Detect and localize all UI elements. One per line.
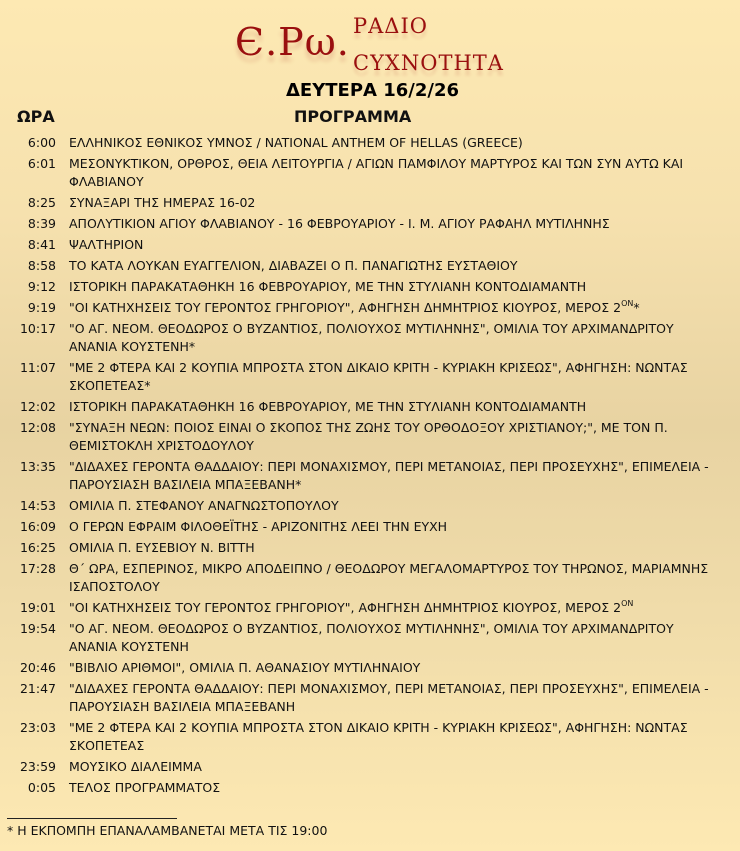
schedule-program	[69, 257, 719, 275]
schedule-program	[69, 320, 719, 356]
schedule-time: 19:54	[19, 621, 56, 636]
schedule-row	[0, 359, 740, 395]
schedule-row	[0, 134, 740, 152]
program-title: ΟΜΙΛΙΑ Π. ΣΤΕΦΑΝΟΥ ΑΝΑΓΝΩΣΤΟΠΟΥΛΟΥ	[69, 498, 339, 513]
footnote-divider	[7, 818, 177, 819]
schedule-time: 8:25	[27, 195, 56, 210]
schedule-time: 6:01	[27, 156, 56, 171]
schedule-time: 14:53	[19, 498, 56, 513]
schedule-time: 20:46	[19, 660, 56, 675]
schedule-row	[0, 398, 740, 416]
schedule-row	[0, 194, 740, 212]
column-header-time: ΩΡΑ	[17, 107, 55, 126]
schedule-program	[69, 680, 719, 716]
program-title: ΣΥΝΑΞΑΡΙ ΤΗΣ ΗΜΕΡΑΣ 16-02	[69, 195, 256, 210]
ordinal-suffix: ON	[621, 599, 634, 608]
schedule-program	[69, 560, 719, 596]
program-title: ΜΟΥΣΙΚΟ ΔΙΑΛΕΙΜΜΑ	[69, 759, 202, 774]
schedule-time: 8:39	[27, 216, 56, 231]
schedule-time: 23:03	[19, 720, 56, 735]
page-title: ΔΕΥΤΕΡΑ 16/2/26	[286, 80, 459, 101]
schedule-row	[0, 320, 740, 356]
schedule-time: 12:02	[19, 399, 56, 414]
schedule-program	[69, 359, 719, 395]
program-title: "Ο ΑΓ. ΝΕΟΜ. ΘΕΟΔΩΡΟΣ Ο ΒΥΖΑΝΤΙΟΣ, ΠΟΛΙΟΥΧΟΣ ΜΥΤΙΛΗΝΗΣ", ΟΜΙΛΙΑ ΤΟΥ ΑΡΧΙΜΑΝΔΡΙΤΟΥ ΑΝΑΝΙΑ ΚΟΥΣΤΕΝΗ*	[69, 321, 674, 354]
schedule-program	[69, 758, 719, 776]
repeat-marker: *	[633, 300, 640, 315]
program-title: "ΟΙ ΚΑΤΗΧΗΣΕΙΣ ΤΟΥ ΓΕΡΟΝΤΟΣ ΓΡΗΓΟΡΙΟΥ", ΑΦΗΓΗΣΗ ΔΗΜΗΤΡΙΟΣ ΚΙΟΥΡΟΣ, ΜΕΡΟΣ 2	[69, 600, 622, 615]
schedule-program	[69, 659, 719, 677]
schedule-time: 12:08	[19, 420, 56, 435]
schedule-row	[0, 599, 740, 617]
schedule-row	[0, 257, 740, 275]
program-title: ΤΟ ΚΑΤΑ ΛΟΥΚΑΝ ΕΥΑΓΓΕΛΙΟΝ, ΔΙΑΒΑΖΕΙ Ο Π. ΠΑΝΑΓΙΩΤΗΣ ΕΥΣΤΑΘΙΟΥ	[69, 258, 518, 273]
schedule-program	[69, 719, 719, 755]
schedule-row	[0, 659, 740, 677]
schedule-program	[69, 779, 719, 797]
program-title: "ΣΥΝΑΞΗ ΝΕΩΝ: ΠΟΙΟΣ ΕΙΝΑΙ Ο ΣΚΟΠΟΣ ΤΗΣ ΖΩΗΣ ΤΟΥ ΟΡΘΟΔΟΞΟΥ ΧΡΙΣΤΙΑΝΟΥ;", ΜΕ ΤΟΝ Π. ΘΕΜΙΣΤΟΚΛΗ ΧΡΙΣΤΟΔΟΥΛΟΥ	[69, 420, 668, 453]
schedule-program	[69, 539, 719, 557]
schedule-program	[69, 458, 719, 494]
schedule-row	[0, 215, 740, 233]
program-title: ΑΠΟΛΥΤΙΚΙΟΝ ΑΓΙΟΥ ΦΛΑΒΙΑΝΟΥ - 16 ΦΕΒΡΟΥΑΡΙΟΥ - Ι. Μ. ΑΓΙΟΥ ΡΑΦΑΗΛ ΜΥΤΙΛΗΝΗΣ	[69, 216, 610, 231]
schedule-program	[69, 620, 719, 656]
program-title: ΜΕΣΟΝΥΚΤΙΚΟΝ, ΟΡΘΡΟΣ, ΘΕΙΑ ΛΕΙΤΟΥΡΓΙΑ / ΑΓΙΩΝ ΠΑΜΦΙΛΟΥ ΜΑΡΤΥΡΟΣ ΚΑΙ ΤΩΝ ΣΥΝ ΑΥΤΩ ΚΑΙ ΦΛΑΒΙΑΝΟΥ	[69, 156, 684, 189]
program-title: "ΔΙΔΑΧΕΣ ΓΕΡΟΝΤΑ ΘΑΔΔΑΙΟΥ: ΠΕΡΙ ΜΟΝΑΧΙΣΜΟΥ, ΠΕΡΙ ΜΕΤΑΝΟΙΑΣ, ΠΕΡΙ ΠΡΟΣΕΥΧΗΣ", ΕΠΙΜΕΛΕΙΑ - ΠΑΡΟΥΣΙΑΣΗ ΒΑΣΙΛΕΙΑ ΜΠΑΞΕΒΑΝΗ*	[69, 459, 709, 492]
schedule-row	[0, 155, 740, 191]
schedule-time: 19:01	[19, 600, 56, 615]
schedule-program	[69, 419, 719, 455]
program-title: "ΒΙΒΛΙΟ ΑΡΙΘΜΟΙ", ΟΜΙΛΙΑ Π. ΑΘΑΝΑΣΙΟΥ ΜΥΤΙΛΗΝΑΙΟΥ	[69, 660, 421, 675]
schedule-time: 9:19	[27, 300, 56, 315]
schedule-row	[0, 620, 740, 656]
schedule-row	[0, 497, 740, 515]
schedule-time: 9:12	[27, 279, 56, 294]
schedule-row	[0, 560, 740, 596]
schedule-row	[0, 458, 740, 494]
schedule-program	[69, 278, 719, 296]
program-title: "ΜΕ 2 ΦΤΕΡΑ ΚΑΙ 2 ΚΟΥΠΙΑ ΜΠΡΟΣΤΑ ΣΤΟΝ ΔΙΚΑΙΟ ΚΡΙΤΗ - ΚΥΡΙΑΚΗ ΚΡΙΣΕΩΣ", ΑΦΗΓΗΣΗ: ΝΩΝΤΑΣ ΣΚΟΠΕΤΕΑΣ	[69, 720, 688, 753]
program-title: "ΜΕ 2 ΦΤΕΡΑ ΚΑΙ 2 ΚΟΥΠΙΑ ΜΠΡΟΣΤΑ ΣΤΟΝ ΔΙΚΑΙΟ ΚΡΙΤΗ - ΚΥΡΙΑΚΗ ΚΡΙΣΕΩΣ", ΑΦΗΓΗΣΗ: ΝΩΝΤΑΣ ΣΚΟΠΕΤΕΑΣ*	[69, 360, 688, 393]
schedule-row	[0, 719, 740, 755]
schedule-program	[69, 194, 719, 212]
schedule-row	[0, 779, 740, 797]
schedule-program	[69, 236, 719, 254]
schedule-list	[0, 134, 740, 800]
station-logo	[235, 6, 505, 76]
logo-word-frequency: ϹΥΧΝΟΤΗΤΑ	[353, 51, 504, 75]
program-title: "Ο ΑΓ. ΝΕΟΜ. ΘΕΟΔΩΡΟΣ Ο ΒΥΖΑΝΤΙΟΣ, ΠΟΛΙΟΥΧΟΣ ΜΥΤΙΛΗΝΗΣ", ΟΜΙΛΙΑ ΤΟΥ ΑΡΧΙΜΑΝΔΡΙΤΟΥ ΑΝΑΝΙΑ ΚΟΥΣΤΕΝΗ	[69, 621, 674, 654]
schedule-program	[69, 155, 719, 191]
schedule-row	[0, 518, 740, 536]
schedule-row	[0, 278, 740, 296]
logo-word-radio: ΡΑΔΙΟ	[353, 14, 428, 38]
program-title: Θ΄ ΩΡΑ, ΕΣΠΕΡΙΝΟΣ, ΜΙΚΡΟ ΑΠΟΔΕΙΠΝΟ / ΘΕΟΔΩΡΟΥ ΜΕΓΑΛΟΜΑΡΤΥΡΟΣ ΤΟΥ ΤΗΡΩΝΟΣ, ΜΑΡΙΑΜΝΗΣ ΙΣΑΠΟΣΤΟΛΟΥ	[69, 561, 709, 594]
schedule-program	[69, 398, 719, 416]
schedule-row	[0, 758, 740, 776]
schedule-time: 13:35	[19, 459, 56, 474]
schedule-program	[69, 518, 719, 536]
program-title: "ΟΙ ΚΑΤΗΧΗΣΕΙΣ ΤΟΥ ΓΕΡΟΝΤΟΣ ΓΡΗΓΟΡΙΟΥ", ΑΦΗΓΗΣΗ ΔΗΜΗΤΡΙΟΣ ΚΙΟΥΡΟΣ, ΜΕΡΟΣ 2	[69, 300, 622, 315]
schedule-time: 21:47	[19, 681, 56, 696]
schedule-program	[69, 599, 719, 617]
schedule-row	[0, 419, 740, 455]
program-title: ΟΜΙΛΙΑ Π. ΕΥΣΕΒΙΟΥ Ν. ΒΙΤΤΗ	[69, 540, 255, 555]
schedule-row	[0, 299, 740, 317]
schedule-program	[69, 497, 719, 515]
schedule-time: 8:41	[27, 237, 56, 252]
schedule-time: 16:25	[19, 540, 56, 555]
schedule-time: 0:05	[27, 780, 56, 795]
program-title: ΕΛΛΗΝΙΚΟΣ ΕΘΝΙΚΟΣ ΥΜΝΟΣ / NATIONAL ANTHEM OF HELLAS (GREECE)	[69, 135, 523, 150]
logo-mark: Є.Ρω.	[235, 20, 350, 64]
schedule-time: 17:28	[19, 561, 56, 576]
schedule-row	[0, 236, 740, 254]
ordinal-suffix: ON	[621, 299, 634, 308]
schedule-program	[69, 134, 719, 152]
program-title: "ΔΙΔΑΧΕΣ ΓΕΡΟΝΤΑ ΘΑΔΔΑΙΟΥ: ΠΕΡΙ ΜΟΝΑΧΙΣΜΟΥ, ΠΕΡΙ ΜΕΤΑΝΟΙΑΣ, ΠΕΡΙ ΠΡΟΣΕΥΧΗΣ", ΕΠΙΜΕΛΕΙΑ - ΠΑΡΟΥΣΙΑΣΗ ΒΑΣΙΛΕΙΑ ΜΠΑΞΕΒΑΝΗ	[69, 681, 709, 714]
program-title: Ο ΓΕΡΩΝ ΕΦΡΑΙΜ ΦΙΛΟΘΕΪΤΗΣ - ΑΡΙΖΟΝΙΤΗΣ ΛΕΕΙ ΤΗΝ ΕΥΧΗ	[69, 519, 448, 534]
schedule-row	[0, 539, 740, 557]
program-title: ΙΣΤΟΡΙΚΗ ΠΑΡΑΚΑΤΑΘΗΚΗ 16 ΦΕΒΡΟΥΑΡΙΟΥ, ΜΕ ΤΗΝ ΣΤΥΛΙΑΝΗ ΚΟΝΤΟΔΙΑΜΑΝΤΗ	[69, 279, 587, 294]
schedule-time: 10:17	[19, 321, 56, 336]
program-title: ΨΑΛΤΗΡΙΟΝ	[69, 237, 144, 252]
schedule-row	[0, 680, 740, 716]
schedule-time: 6:00	[27, 135, 56, 150]
schedule-time: 23:59	[19, 759, 56, 774]
schedule-time: 11:07	[19, 360, 56, 375]
schedule-time: 8:58	[27, 258, 56, 273]
schedule-time: 16:09	[19, 519, 56, 534]
footnote: * Η ΕΚΠΟΜΠΗ ΕΠΑΝΑΛΑΜΒΑΝΕΤΑΙ ΜΕΤΑ ΤΙΣ 19:00	[7, 823, 328, 838]
program-title: ΤΕΛΟΣ ΠΡΟΓΡΑΜΜΑΤΟΣ	[69, 780, 221, 795]
schedule-program	[69, 215, 719, 233]
schedule-program	[69, 299, 719, 317]
program-title: ΙΣΤΟΡΙΚΗ ΠΑΡΑΚΑΤΑΘΗΚΗ 16 ΦΕΒΡΟΥΑΡΙΟΥ, ΜΕ ΤΗΝ ΣΤΥΛΙΑΝΗ ΚΟΝΤΟΔΙΑΜΑΝΤΗ	[69, 399, 587, 414]
column-header-program: ΠΡΟΓΡΑΜΜΑ	[294, 107, 412, 126]
